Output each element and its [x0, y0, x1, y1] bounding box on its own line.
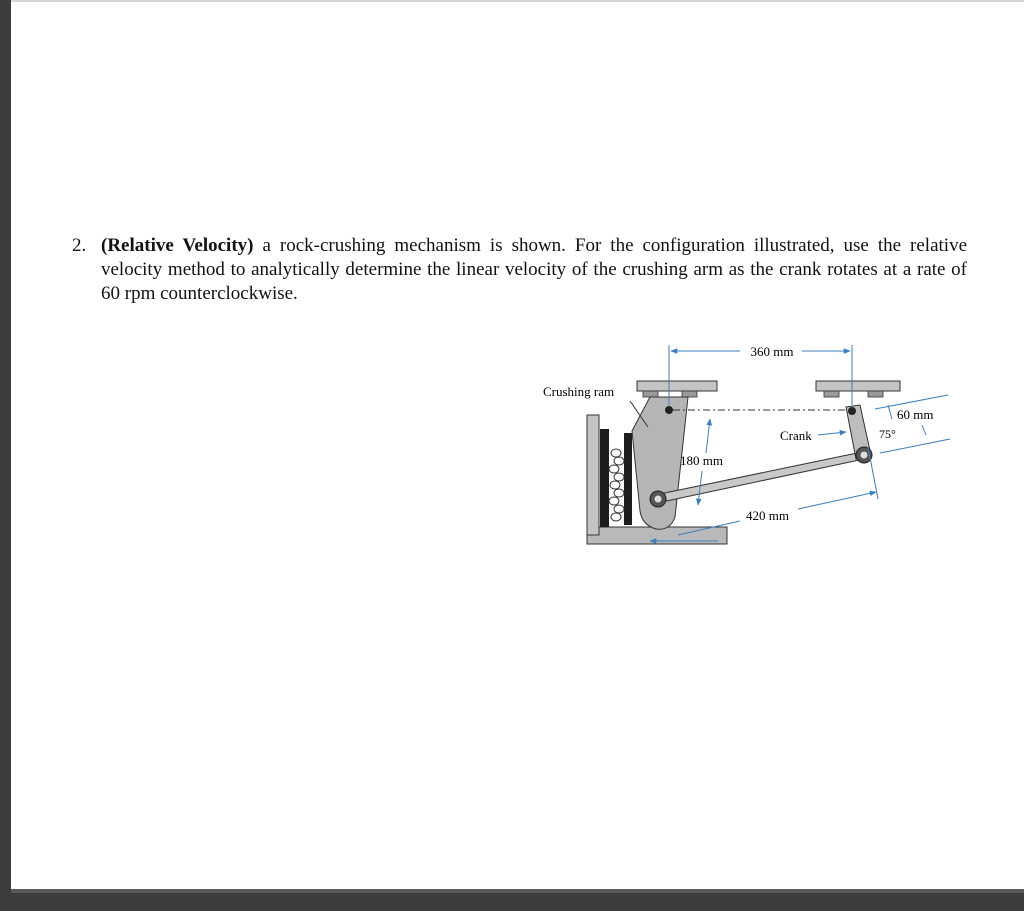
crusher-liner: [600, 429, 632, 527]
dim-180: 180 mm: [680, 453, 723, 468]
right-mount: [816, 381, 900, 397]
rock-pile: [609, 449, 624, 521]
problem-number: 2.: [72, 235, 87, 256]
dimension-lines: [650, 345, 950, 541]
problem-body: [101, 234, 967, 306]
label-crank: Crank: [780, 428, 812, 443]
dim-420: 420 mm: [746, 508, 789, 523]
rock-crusher-figure: [530, 335, 970, 555]
page-top-edge: [11, 0, 1024, 2]
problem-title: (Relative Velocity): [101, 235, 254, 256]
left-mount: [637, 381, 717, 397]
viewer-bottom-border: [0, 893, 1024, 911]
dim-360: 360 mm: [750, 344, 794, 359]
label-crushing-ram: Crushing ram: [543, 384, 615, 399]
dim-60: 60 mm: [897, 407, 934, 422]
angle-75: 75°: [879, 427, 896, 441]
viewer-left-border: [0, 0, 11, 911]
problem-text: a rock-crushing mechanism is shown. For the configuration illustrated, use the relative velocity method to analytically determine the linear velocity of the crushing arm as the crank rotates at a rate of 60 rpm counterclockwise.: [101, 235, 968, 304]
